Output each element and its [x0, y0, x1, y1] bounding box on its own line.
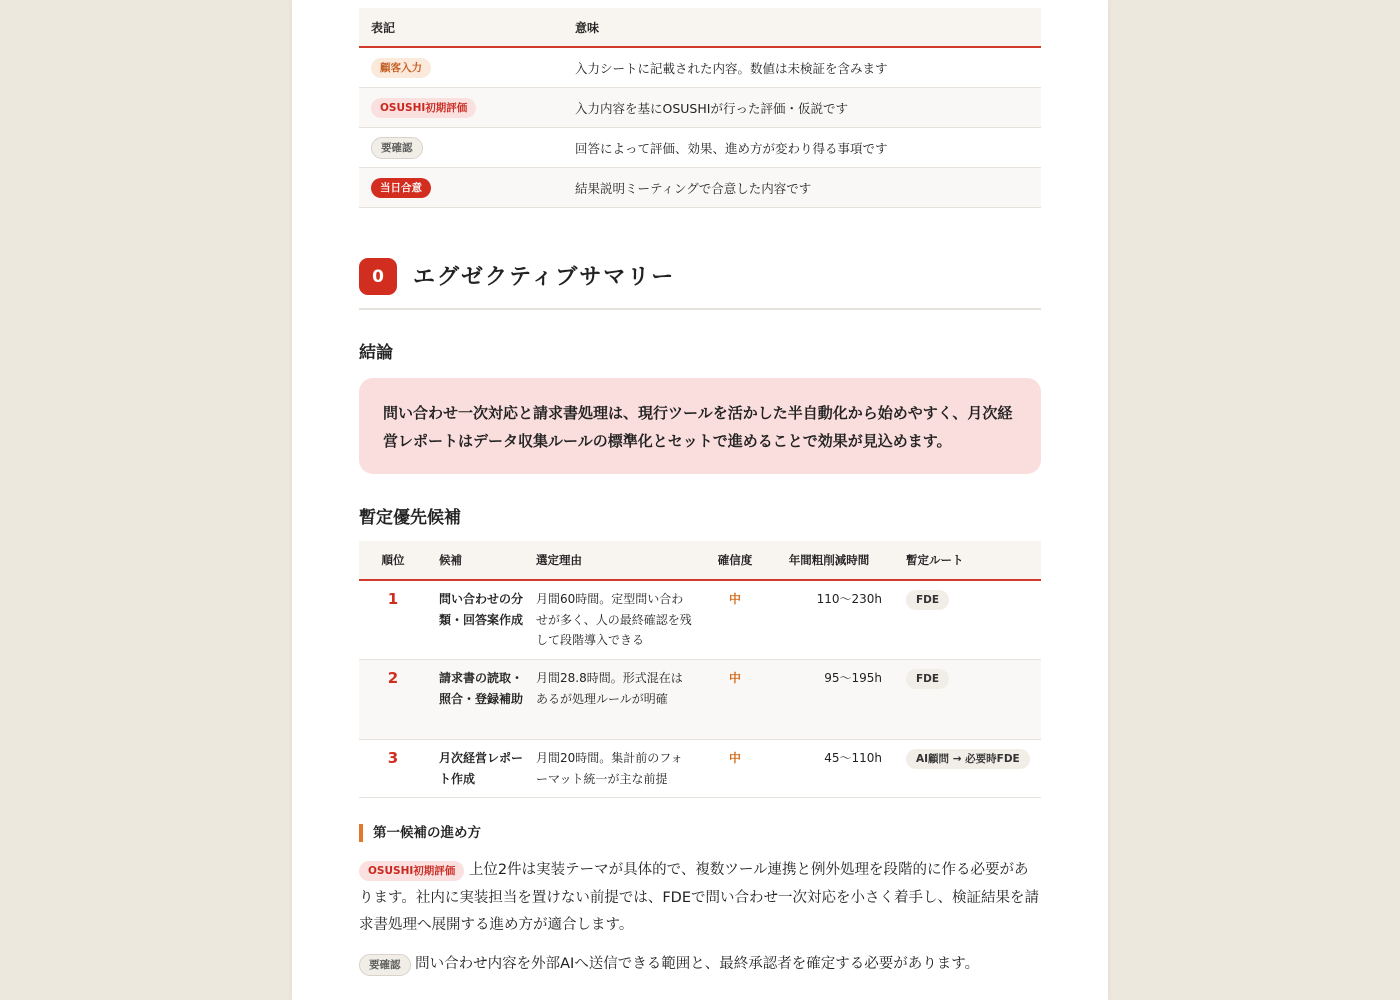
reason-cell: 月間60時間。定型問い合わせが多く、人の最終確認を残して段階導入できる [536, 592, 692, 647]
route-badge: AI顧問 → 必要時FDE [906, 749, 1030, 769]
legend-meaning: 回答によって評価、効果、進め方が変わり得る事項です [575, 140, 888, 156]
route-badge: FDE [906, 669, 949, 689]
table-row [359, 740, 1041, 798]
day-agreement-badge: 当日合意 [371, 178, 431, 198]
legend-meaning: 入力シートに記載された内容。数値は未検証を含みます [575, 60, 888, 76]
route-badge: FDE [906, 590, 949, 610]
confirm-paragraph [359, 951, 1041, 979]
confidence-cell: 中 [728, 671, 741, 685]
hours-cell: 95〜195h [824, 671, 882, 685]
rank-cell: 2 [387, 669, 399, 687]
table-row [359, 581, 1041, 660]
legend-meaning: 結果説明ミーティングで合意した内容です [575, 180, 812, 196]
reason-cell: 月間20時間。集計前のフォーマット統一が主な前提 [536, 751, 683, 786]
needs-confirm-badge: 要確認 [359, 954, 411, 976]
header-route: 暫定ルート [906, 553, 964, 567]
first-candidate-paragraph [359, 857, 1041, 940]
section-number-badge: 0 [359, 258, 397, 295]
header-candidate: 候補 [439, 553, 462, 567]
confidence-cell: 中 [728, 592, 741, 606]
priority-header-row [359, 541, 1041, 581]
paragraph-text: 上位2件は実装テーマが具体的で、複数ツール連携と例外処理を段階的に作る必要があります。社内に実装担当を置けない前提では、FDEで問い合わせ一次対応を小さく着手し、検証結果を請求書処理へ展開する進め方が適合します。 [359, 862, 1040, 933]
legend-header-meaning: 意味 [575, 20, 600, 35]
priority-table [359, 541, 1041, 798]
legend-row [359, 48, 1041, 88]
conclusion-box: 問い合わせ一次対応と請求書処理は、現行ツールを活かした半自動化から始めやすく、月次経営レポートはデータ収集ルールの標準化とセットで進めることで効果が見込めます。 [359, 378, 1041, 474]
priority-heading: 暫定優先候補 [359, 508, 461, 528]
candidate-cell: 請求書の読取・照合・登録補助 [439, 671, 524, 706]
rank-cell: 1 [387, 590, 399, 608]
hours-cell: 110〜230h [816, 592, 882, 606]
header-confidence: 確信度 [717, 553, 753, 567]
first-candidate-heading: 第一候補の進め方 [359, 824, 1041, 842]
reason-cell: 月間28.8時間。形式混在はあるが処理ルールが明確 [536, 671, 683, 706]
hours-cell: 45〜110h [824, 751, 882, 765]
legend-header-row [359, 8, 1041, 48]
candidate-cell: 問い合わせの分類・回答案作成 [439, 592, 524, 627]
osushi-eval-badge: OSUSHI初期評価 [359, 861, 464, 881]
section-header [359, 258, 1041, 310]
legend-row [359, 88, 1041, 128]
report-page [292, 0, 1108, 1000]
legend-header-notation: 表記 [371, 20, 396, 35]
legend-meaning: 入力内容を基にOSUSHIが行った評価・仮説です [575, 100, 848, 116]
conclusion-heading: 結論 [359, 343, 393, 363]
candidate-cell: 月次経営レポート作成 [439, 751, 524, 786]
confidence-cell: 中 [728, 751, 741, 765]
header-hours: 年間粗削減時間 [788, 553, 870, 567]
legend-row [359, 168, 1041, 208]
osushi-eval-badge: OSUSHI初期評価 [371, 98, 476, 118]
legend-table [359, 8, 1041, 208]
rank-cell: 3 [387, 749, 399, 767]
header-reason: 選定理由 [536, 553, 582, 567]
client-input-badge: 顧客入力 [371, 58, 431, 78]
legend-row [359, 128, 1041, 168]
paragraph-text: 問い合わせ内容を外部AIへ送信できる範囲と、最終承認者を確定する必要があります。 [415, 956, 980, 972]
section-title: エグゼクティブサマリー [413, 265, 676, 290]
table-row [359, 660, 1041, 740]
header-rank: 順位 [381, 553, 405, 567]
needs-confirm-badge: 要確認 [371, 137, 423, 159]
